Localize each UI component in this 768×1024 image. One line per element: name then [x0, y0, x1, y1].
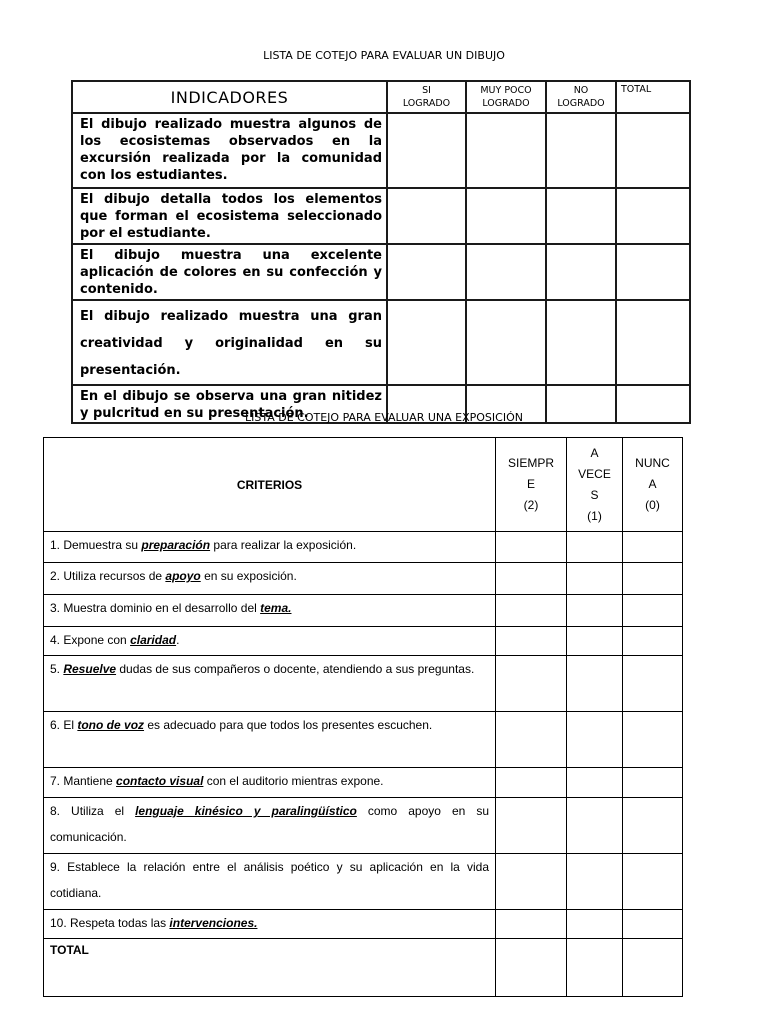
- si-logrado-cell: [387, 300, 466, 385]
- a-veces-header-line1: A: [590, 445, 599, 460]
- table-row: [44, 910, 683, 939]
- muy-poco-logrado-header-line1: MUY POCO: [480, 85, 532, 96]
- table-row: [44, 532, 683, 563]
- table-row: [72, 113, 690, 188]
- no-logrado-header-line1: NO: [573, 85, 589, 96]
- table-row: [44, 627, 683, 656]
- criterio-keyword: tono de voz: [77, 718, 145, 732]
- nunca-cell: [623, 656, 683, 712]
- si-logrado-header-line1: SI: [422, 85, 431, 96]
- criterio-text: 1. Demuestra su: [50, 538, 142, 552]
- criterio-cell: [44, 798, 496, 854]
- table-row: [44, 854, 683, 910]
- table-row: [72, 188, 690, 244]
- table-row: [44, 768, 683, 798]
- table-row: [44, 595, 683, 627]
- si-logrado-cell: [387, 188, 466, 244]
- siempre-cell: [496, 798, 567, 854]
- criterio-keyword: intervenciones.: [169, 916, 258, 930]
- siempre-cell: [496, 910, 567, 939]
- total-label: TOTAL: [44, 939, 496, 997]
- siempre-total-cell: [496, 939, 567, 997]
- indicador-cell: El dibujo realizado muestra algunos de los ecosistemas observados en la excursión realizada por la comunidad con los estudiantes.: [72, 113, 387, 188]
- criterio-cell: [44, 656, 496, 712]
- a-veces-header-line3: S: [590, 487, 599, 502]
- si-logrado-cell: [387, 113, 466, 188]
- criterio-text: 9. Establece la relación entre el análisis poético y su aplicación en la vida cotidiana.: [50, 860, 489, 900]
- criterio-text-end: es adecuado para que todos los presentes escuchen.: [144, 718, 433, 732]
- no-logrado-cell: [546, 188, 616, 244]
- nunca-header-line1: NUNC: [635, 456, 670, 470]
- total-cell: [616, 188, 690, 244]
- a-veces-cell: [567, 595, 623, 627]
- criterios-header: CRITERIOS: [44, 438, 496, 532]
- criterio-text: 6. El: [50, 718, 78, 732]
- criterio-keyword: contacto visual: [116, 774, 204, 788]
- muy-poco-logrado-header: [466, 81, 546, 113]
- siempre-cell: [496, 712, 567, 768]
- a-veces-cell: [567, 656, 623, 712]
- criterio-text: 10. Respeta todas las: [50, 916, 170, 930]
- criterio-text-end: .: [176, 633, 180, 647]
- criterio-cell: [44, 910, 496, 939]
- criterio-text: 5.: [50, 662, 64, 676]
- criterio-cell: [44, 627, 496, 656]
- criterio-cell: [44, 768, 496, 798]
- indicador-cell: En el dibujo se observa una gran nitidez y pulcritud en su presentación.: [72, 385, 387, 423]
- siempre-cell: [496, 627, 567, 656]
- table-row: [72, 244, 690, 300]
- exposicion-title: LISTA DE COTEJO PARA EVALUAR UNA EXPOSICIÓN: [245, 411, 523, 424]
- nunca-cell: [623, 854, 683, 910]
- criterio-text-end: con el auditorio mientras expone.: [203, 774, 384, 788]
- table-row: [44, 563, 683, 595]
- no-logrado-cell: [546, 300, 616, 385]
- siempre-header: [496, 438, 567, 532]
- indicadores-header: INDICADORES: [72, 81, 387, 113]
- siempre-cell: [496, 563, 567, 595]
- criterio-text: 2. Utiliza recursos de: [50, 569, 166, 583]
- criterio-keyword: apoyo: [165, 569, 201, 583]
- a-veces-cell: [567, 910, 623, 939]
- criterio-cell: [44, 595, 496, 627]
- total-row: [44, 939, 683, 997]
- criterio-text: 3. Muestra dominio en el desarrollo del: [50, 601, 261, 615]
- exposicion-checklist-table: [43, 437, 683, 997]
- criterio-keyword: lenguaje kinésico y paralingüístico: [135, 804, 357, 818]
- muy-poco-logrado-header-line2: LOGRADO: [482, 98, 530, 109]
- nunca-header-line3: (0): [645, 498, 660, 512]
- a-veces-cell: [567, 627, 623, 656]
- siempre-cell: [496, 532, 567, 563]
- siempre-cell: [496, 656, 567, 712]
- nunca-cell: [623, 910, 683, 939]
- muy-poco-logrado-cell: [466, 300, 546, 385]
- total-cell: [616, 300, 690, 385]
- total-cell: [616, 244, 690, 300]
- si-logrado-header: [387, 81, 466, 113]
- siempre-cell: [496, 768, 567, 798]
- nunca-cell: [623, 563, 683, 595]
- siempre-header-line3: (2): [523, 498, 539, 512]
- total-header: TOTAL: [616, 81, 690, 113]
- dibujo-header-row: [72, 81, 690, 113]
- no-logrado-cell: [546, 113, 616, 188]
- table-row: [72, 300, 690, 385]
- criterio-text: 8. Utiliza el: [50, 804, 136, 818]
- indicador-cell: El dibujo detalla todos los elementos que forman el ecosistema seleccionado por el estudiante.: [72, 188, 387, 244]
- muy-poco-logrado-cell: [466, 113, 546, 188]
- a-veces-header-line4: (1): [587, 508, 602, 523]
- criterio-text: 7. Mantiene: [50, 774, 117, 788]
- a-veces-header-line2: VECE: [578, 466, 611, 481]
- dibujo-checklist-table: [71, 80, 691, 424]
- si-logrado-header-line2: LOGRADO: [402, 98, 451, 109]
- dibujo-title: LISTA DE COTEJO PARA EVALUAR UN DIBUJO: [263, 49, 505, 62]
- criterio-text-end: en su exposición.: [200, 569, 297, 583]
- nunca-cell: [623, 595, 683, 627]
- criterio-text-end: para realizar la exposición.: [210, 538, 357, 552]
- nunca-total-cell: [623, 939, 683, 997]
- no-logrado-cell: [546, 244, 616, 300]
- a-veces-header: [567, 438, 623, 532]
- table-row: [44, 798, 683, 854]
- siempre-header-line1: SIEMPR: [507, 456, 554, 470]
- nunca-cell: [623, 768, 683, 798]
- criterio-cell: [44, 532, 496, 563]
- no-logrado-header: [546, 81, 616, 113]
- table-row: [44, 712, 683, 768]
- a-veces-cell: [567, 798, 623, 854]
- siempre-header-line2: E: [526, 477, 535, 491]
- siempre-cell: [496, 595, 567, 627]
- a-veces-cell: [567, 768, 623, 798]
- indicador-cell: El dibujo realizado muestra una gran creatividad y originalidad en su presentación.: [72, 300, 387, 385]
- nunca-cell: [623, 712, 683, 768]
- criterio-cell: [44, 854, 496, 910]
- siempre-cell: [496, 854, 567, 910]
- nunca-cell: [623, 627, 683, 656]
- criterio-keyword: tema.: [260, 601, 292, 615]
- si-logrado-cell: [387, 244, 466, 300]
- criterio-cell: [44, 563, 496, 595]
- nunca-header: [623, 438, 683, 532]
- criterio-cell: [44, 712, 496, 768]
- nunca-header-line2: A: [648, 477, 657, 491]
- nunca-cell: [623, 532, 683, 563]
- criterio-keyword: claridad: [130, 633, 177, 647]
- a-veces-cell: [567, 854, 623, 910]
- a-veces-cell: [567, 532, 623, 563]
- a-veces-cell: [567, 712, 623, 768]
- a-veces-cell: [567, 563, 623, 595]
- muy-poco-logrado-cell: [466, 244, 546, 300]
- criterio-text: 4. Expone con: [50, 633, 131, 647]
- table-row: [44, 656, 683, 712]
- criterio-keyword: Resuelve: [63, 662, 117, 676]
- no-logrado-header-line2: LOGRADO: [557, 98, 605, 109]
- nunca-cell: [623, 798, 683, 854]
- criterio-text-end: dudas de sus compañeros o docente, atendiendo a sus preguntas.: [116, 662, 475, 676]
- total-cell: [616, 113, 690, 188]
- muy-poco-logrado-cell: [466, 188, 546, 244]
- indicador-cell: El dibujo muestra una excelente aplicación de colores en su confección y contenido.: [72, 244, 387, 300]
- a-veces-total-cell: [567, 939, 623, 997]
- criterio-text-end: como apoyo en su comunicación.: [50, 804, 489, 844]
- exposicion-header-row: [44, 438, 683, 532]
- criterio-keyword: preparación: [141, 538, 211, 552]
